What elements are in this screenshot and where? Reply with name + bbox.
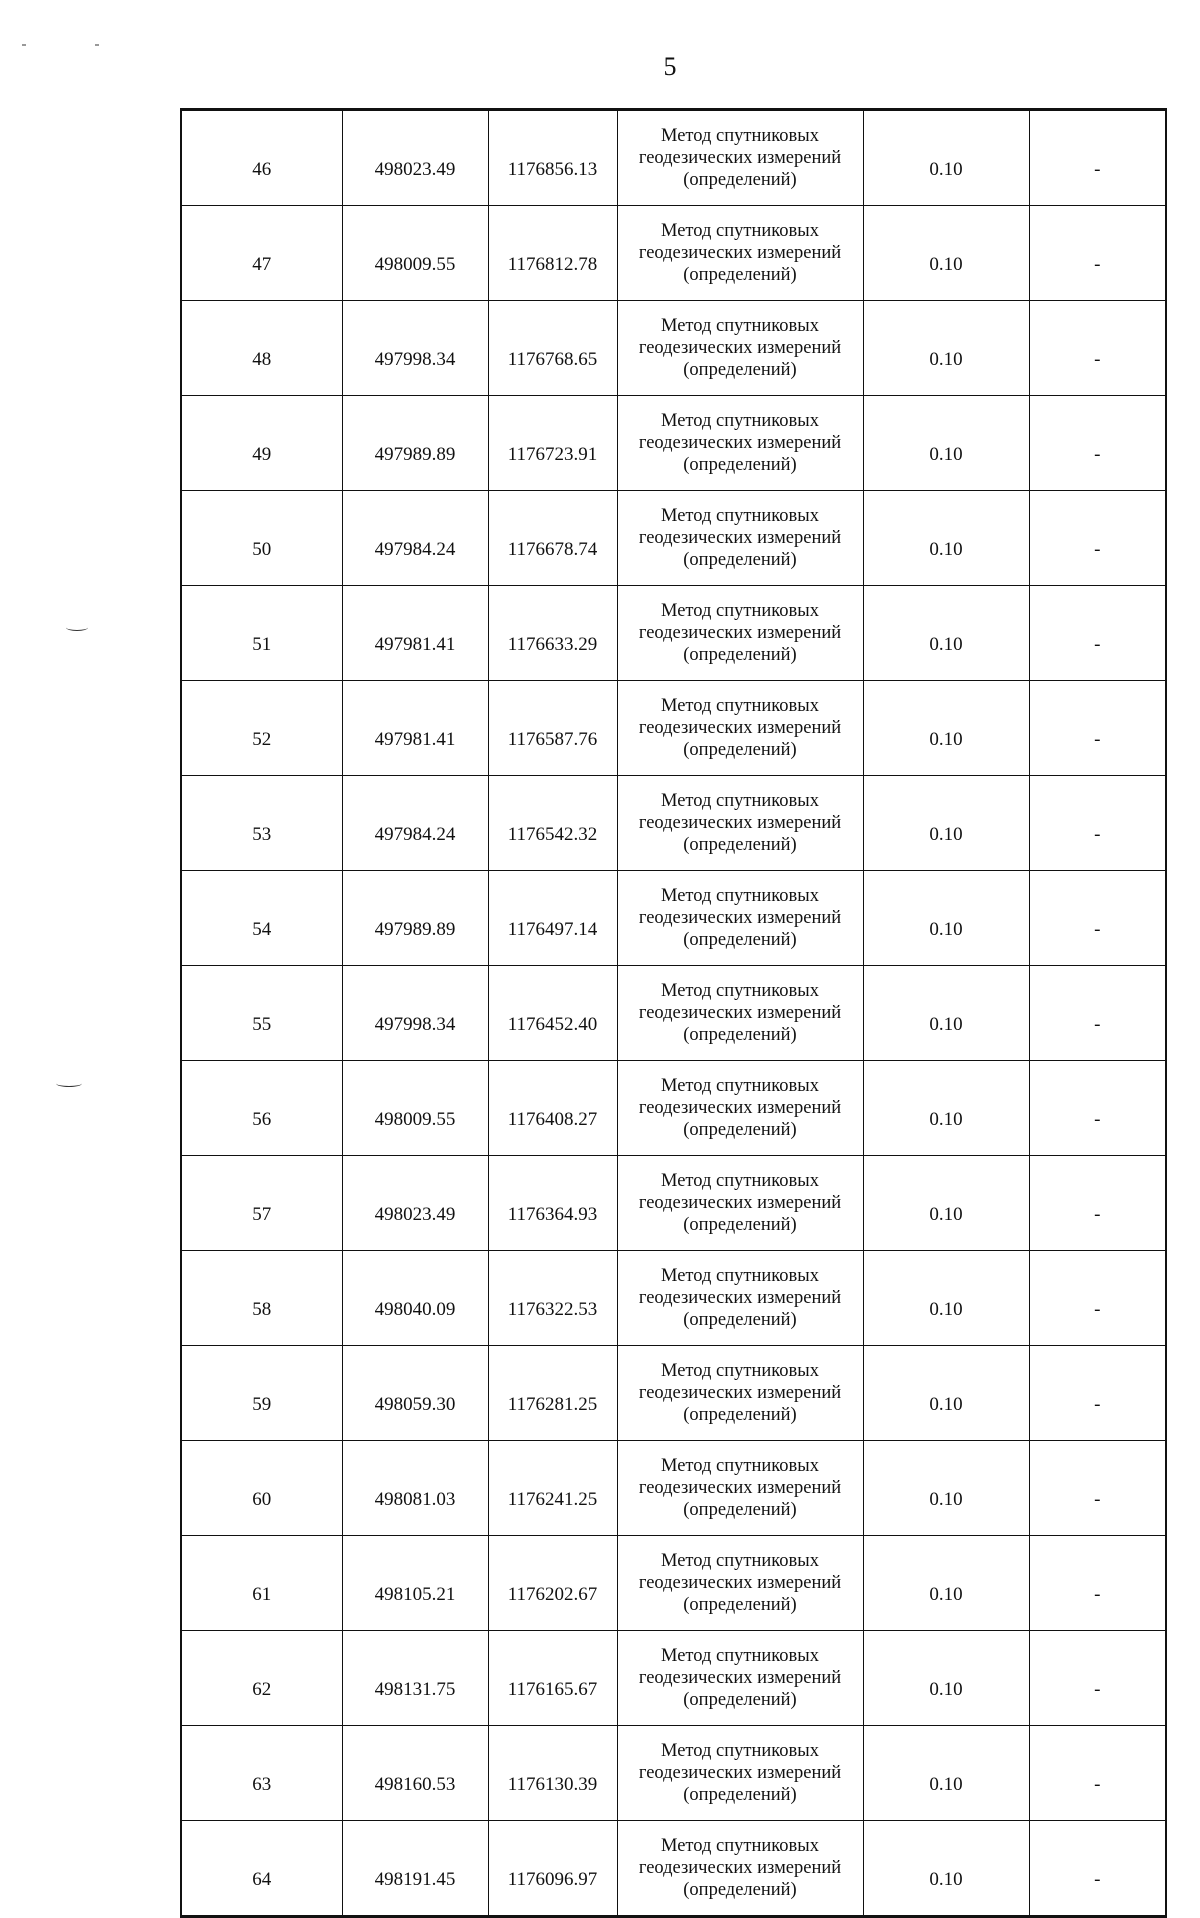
y-coordinate-cell: 1176130.39 bbox=[488, 1726, 617, 1821]
method-line: (определений) bbox=[683, 645, 797, 665]
method-line: геодезических измерений bbox=[638, 148, 842, 168]
method-cell bbox=[617, 1251, 863, 1346]
y-coordinate-cell: 1176096.97 bbox=[488, 1821, 617, 1917]
method-line: Метод спутниковых bbox=[661, 1646, 819, 1666]
x-coordinate-cell: 498009.55 bbox=[342, 1061, 488, 1156]
scan-mark bbox=[66, 624, 88, 631]
precision-cell: 0.10 bbox=[863, 491, 1029, 586]
method-line: (определений) bbox=[683, 835, 797, 855]
y-coordinate-cell: 1176281.25 bbox=[488, 1346, 617, 1441]
method-line: геодезических измерений bbox=[638, 908, 842, 928]
point-number-cell: 60 bbox=[181, 1441, 342, 1536]
y-coordinate-cell: 1176678.74 bbox=[488, 491, 617, 586]
point-number-cell: 51 bbox=[181, 586, 342, 681]
table-row bbox=[181, 1061, 1166, 1156]
method-line: Метод спутниковых bbox=[661, 1076, 819, 1096]
table-row bbox=[181, 301, 1166, 396]
precision-cell: 0.10 bbox=[863, 1251, 1029, 1346]
point-number-cell: 64 bbox=[181, 1821, 342, 1917]
table-row bbox=[181, 1346, 1166, 1441]
method-line: Метод спутниковых bbox=[661, 316, 819, 336]
method-line: геодезических измерений bbox=[638, 1763, 842, 1783]
x-coordinate-cell: 497989.89 bbox=[342, 396, 488, 491]
x-coordinate-cell: 497981.41 bbox=[342, 586, 488, 681]
method-line: (определений) bbox=[683, 1215, 797, 1235]
y-coordinate-cell: 1176542.32 bbox=[488, 776, 617, 871]
note-cell: - bbox=[1029, 966, 1166, 1061]
method-cell bbox=[617, 110, 863, 206]
note-cell: - bbox=[1029, 776, 1166, 871]
x-coordinate-cell: 498023.49 bbox=[342, 1156, 488, 1251]
scan-speck bbox=[95, 44, 99, 46]
table-row bbox=[181, 1821, 1166, 1917]
precision-cell: 0.10 bbox=[863, 110, 1029, 206]
note-cell: - bbox=[1029, 1251, 1166, 1346]
point-number-cell: 53 bbox=[181, 776, 342, 871]
table-row bbox=[181, 871, 1166, 966]
method-line: (определений) bbox=[683, 1310, 797, 1330]
method-cell bbox=[617, 1061, 863, 1156]
precision-cell: 0.10 bbox=[863, 1631, 1029, 1726]
point-number-cell: 58 bbox=[181, 1251, 342, 1346]
method-line: Метод спутниковых bbox=[661, 1836, 819, 1856]
precision-cell: 0.10 bbox=[863, 396, 1029, 491]
coordinates-table bbox=[180, 108, 1167, 1918]
method-line: (определений) bbox=[683, 265, 797, 285]
method-line: геодезических измерений bbox=[638, 1003, 842, 1023]
precision-cell: 0.10 bbox=[863, 871, 1029, 966]
method-line: Метод спутниковых bbox=[661, 1551, 819, 1571]
x-coordinate-cell: 498191.45 bbox=[342, 1821, 488, 1917]
x-coordinate-cell: 498009.55 bbox=[342, 206, 488, 301]
method-line: геодезических измерений bbox=[638, 1668, 842, 1688]
coordinates-table-body bbox=[181, 110, 1166, 1917]
method-line: Метод спутниковых bbox=[661, 886, 819, 906]
method-line: геодезических измерений bbox=[638, 1383, 842, 1403]
method-cell bbox=[617, 966, 863, 1061]
note-cell: - bbox=[1029, 491, 1166, 586]
method-line: (определений) bbox=[683, 1500, 797, 1520]
scan-mark bbox=[56, 1080, 82, 1087]
method-line: Метод спутниковых bbox=[661, 1741, 819, 1761]
method-cell bbox=[617, 1346, 863, 1441]
x-coordinate-cell: 498059.30 bbox=[342, 1346, 488, 1441]
scan-speck bbox=[22, 44, 26, 46]
point-number-cell: 46 bbox=[181, 110, 342, 206]
method-line: (определений) bbox=[683, 1880, 797, 1900]
method-line: Метод спутниковых bbox=[661, 506, 819, 526]
x-coordinate-cell: 498105.21 bbox=[342, 1536, 488, 1631]
method-line: геодезических измерений bbox=[638, 1478, 842, 1498]
x-coordinate-cell: 498040.09 bbox=[342, 1251, 488, 1346]
table-row bbox=[181, 1441, 1166, 1536]
note-cell: - bbox=[1029, 1631, 1166, 1726]
point-number-cell: 48 bbox=[181, 301, 342, 396]
precision-cell: 0.10 bbox=[863, 1346, 1029, 1441]
x-coordinate-cell: 497998.34 bbox=[342, 301, 488, 396]
note-cell: - bbox=[1029, 301, 1166, 396]
y-coordinate-cell: 1176587.76 bbox=[488, 681, 617, 776]
point-number-cell: 57 bbox=[181, 1156, 342, 1251]
precision-cell: 0.10 bbox=[863, 586, 1029, 681]
method-line: геодезических измерений bbox=[638, 1573, 842, 1593]
x-coordinate-cell: 498081.03 bbox=[342, 1441, 488, 1536]
y-coordinate-cell: 1176241.25 bbox=[488, 1441, 617, 1536]
table-row bbox=[181, 1251, 1166, 1346]
note-cell: - bbox=[1029, 110, 1166, 206]
point-number-cell: 54 bbox=[181, 871, 342, 966]
note-cell: - bbox=[1029, 1726, 1166, 1821]
precision-cell: 0.10 bbox=[863, 1536, 1029, 1631]
point-number-cell: 47 bbox=[181, 206, 342, 301]
method-line: (определений) bbox=[683, 930, 797, 950]
method-cell bbox=[617, 1441, 863, 1536]
method-line: (определений) bbox=[683, 740, 797, 760]
precision-cell: 0.10 bbox=[863, 301, 1029, 396]
y-coordinate-cell: 1176452.40 bbox=[488, 966, 617, 1061]
method-line: геодезических измерений bbox=[638, 433, 842, 453]
y-coordinate-cell: 1176768.65 bbox=[488, 301, 617, 396]
method-cell bbox=[617, 1156, 863, 1251]
point-number-cell: 52 bbox=[181, 681, 342, 776]
method-line: Метод спутниковых bbox=[661, 1361, 819, 1381]
x-coordinate-cell: 497998.34 bbox=[342, 966, 488, 1061]
table-row bbox=[181, 1156, 1166, 1251]
y-coordinate-cell: 1176408.27 bbox=[488, 1061, 617, 1156]
method-line: (определений) bbox=[683, 1785, 797, 1805]
y-coordinate-cell: 1176322.53 bbox=[488, 1251, 617, 1346]
method-line: (определений) bbox=[683, 1690, 797, 1710]
method-cell bbox=[617, 1821, 863, 1917]
note-cell: - bbox=[1029, 1821, 1166, 1917]
table-row bbox=[181, 681, 1166, 776]
point-number-cell: 63 bbox=[181, 1726, 342, 1821]
table-row bbox=[181, 1631, 1166, 1726]
method-cell bbox=[617, 206, 863, 301]
x-coordinate-cell: 498160.53 bbox=[342, 1726, 488, 1821]
point-number-cell: 62 bbox=[181, 1631, 342, 1726]
page-number: 5 bbox=[663, 52, 677, 81]
y-coordinate-cell: 1176364.93 bbox=[488, 1156, 617, 1251]
table-row bbox=[181, 206, 1166, 301]
note-cell: - bbox=[1029, 1156, 1166, 1251]
table-row bbox=[181, 1726, 1166, 1821]
x-coordinate-cell: 497984.24 bbox=[342, 776, 488, 871]
x-coordinate-cell: 498023.49 bbox=[342, 110, 488, 206]
method-cell bbox=[617, 491, 863, 586]
method-line: (определений) bbox=[683, 1025, 797, 1045]
x-coordinate-cell: 498131.75 bbox=[342, 1631, 488, 1726]
point-number-cell: 55 bbox=[181, 966, 342, 1061]
table-row bbox=[181, 396, 1166, 491]
precision-cell: 0.10 bbox=[863, 1156, 1029, 1251]
method-line: Метод спутниковых bbox=[661, 1266, 819, 1286]
method-line: геодезических измерений bbox=[638, 1288, 842, 1308]
note-cell: - bbox=[1029, 871, 1166, 966]
method-line: Метод спутниковых bbox=[661, 221, 819, 241]
x-coordinate-cell: 497981.41 bbox=[342, 681, 488, 776]
table-row bbox=[181, 110, 1166, 206]
method-line: Метод спутниковых bbox=[661, 1171, 819, 1191]
point-number-cell: 56 bbox=[181, 1061, 342, 1156]
precision-cell: 0.10 bbox=[863, 966, 1029, 1061]
method-line: геодезических измерений bbox=[638, 528, 842, 548]
x-coordinate-cell: 497984.24 bbox=[342, 491, 488, 586]
method-cell bbox=[617, 1631, 863, 1726]
method-line: (определений) bbox=[683, 1595, 797, 1615]
point-number-cell: 61 bbox=[181, 1536, 342, 1631]
note-cell: - bbox=[1029, 1536, 1166, 1631]
point-number-cell: 49 bbox=[181, 396, 342, 491]
method-line: Метод спутниковых bbox=[661, 696, 819, 716]
method-cell bbox=[617, 1726, 863, 1821]
method-cell bbox=[617, 681, 863, 776]
note-cell: - bbox=[1029, 586, 1166, 681]
method-line: Метод спутниковых bbox=[661, 791, 819, 811]
table-row bbox=[181, 776, 1166, 871]
method-cell bbox=[617, 871, 863, 966]
y-coordinate-cell: 1176165.67 bbox=[488, 1631, 617, 1726]
method-line: Метод спутниковых bbox=[661, 1456, 819, 1476]
method-cell bbox=[617, 776, 863, 871]
point-number-cell: 59 bbox=[181, 1346, 342, 1441]
y-coordinate-cell: 1176497.14 bbox=[488, 871, 617, 966]
y-coordinate-cell: 1176812.78 bbox=[488, 206, 617, 301]
note-cell: - bbox=[1029, 681, 1166, 776]
method-line: геодезических измерений bbox=[638, 1098, 842, 1118]
note-cell: - bbox=[1029, 206, 1166, 301]
method-line: геодезических измерений bbox=[638, 243, 842, 263]
precision-cell: 0.10 bbox=[863, 1726, 1029, 1821]
precision-cell: 0.10 bbox=[863, 206, 1029, 301]
precision-cell: 0.10 bbox=[863, 681, 1029, 776]
method-line: (определений) bbox=[683, 1405, 797, 1425]
method-line: Метод спутниковых bbox=[661, 411, 819, 431]
y-coordinate-cell: 1176202.67 bbox=[488, 1536, 617, 1631]
method-line: геодезических измерений bbox=[638, 338, 842, 358]
note-cell: - bbox=[1029, 1346, 1166, 1441]
precision-cell: 0.10 bbox=[863, 1061, 1029, 1156]
precision-cell: 0.10 bbox=[863, 1821, 1029, 1917]
note-cell: - bbox=[1029, 396, 1166, 491]
note-cell: - bbox=[1029, 1441, 1166, 1536]
method-line: геодезических измерений bbox=[638, 813, 842, 833]
point-number-cell: 50 bbox=[181, 491, 342, 586]
y-coordinate-cell: 1176633.29 bbox=[488, 586, 617, 681]
method-line: (определений) bbox=[683, 170, 797, 190]
method-cell bbox=[617, 396, 863, 491]
note-cell: - bbox=[1029, 1061, 1166, 1156]
table-row bbox=[181, 586, 1166, 681]
precision-cell: 0.10 bbox=[863, 776, 1029, 871]
precision-cell: 0.10 bbox=[863, 1441, 1029, 1536]
table-row bbox=[181, 966, 1166, 1061]
y-coordinate-cell: 1176723.91 bbox=[488, 396, 617, 491]
method-cell bbox=[617, 301, 863, 396]
method-line: Метод спутниковых bbox=[661, 981, 819, 1001]
method-line: геодезических измерений bbox=[638, 623, 842, 643]
method-cell bbox=[617, 586, 863, 681]
method-line: (определений) bbox=[683, 455, 797, 475]
method-line: (определений) bbox=[683, 1120, 797, 1140]
method-cell bbox=[617, 1536, 863, 1631]
method-line: (определений) bbox=[683, 550, 797, 570]
method-line: геодезических измерений bbox=[638, 1858, 842, 1878]
table-row bbox=[181, 1536, 1166, 1631]
method-line: геодезических измерений bbox=[638, 1193, 842, 1213]
method-line: Метод спутниковых bbox=[661, 126, 819, 146]
method-line: геодезических измерений bbox=[638, 718, 842, 738]
x-coordinate-cell: 497989.89 bbox=[342, 871, 488, 966]
method-line: Метод спутниковых bbox=[661, 601, 819, 621]
table-row bbox=[181, 491, 1166, 586]
y-coordinate-cell: 1176856.13 bbox=[488, 110, 617, 206]
method-line: (определений) bbox=[683, 360, 797, 380]
